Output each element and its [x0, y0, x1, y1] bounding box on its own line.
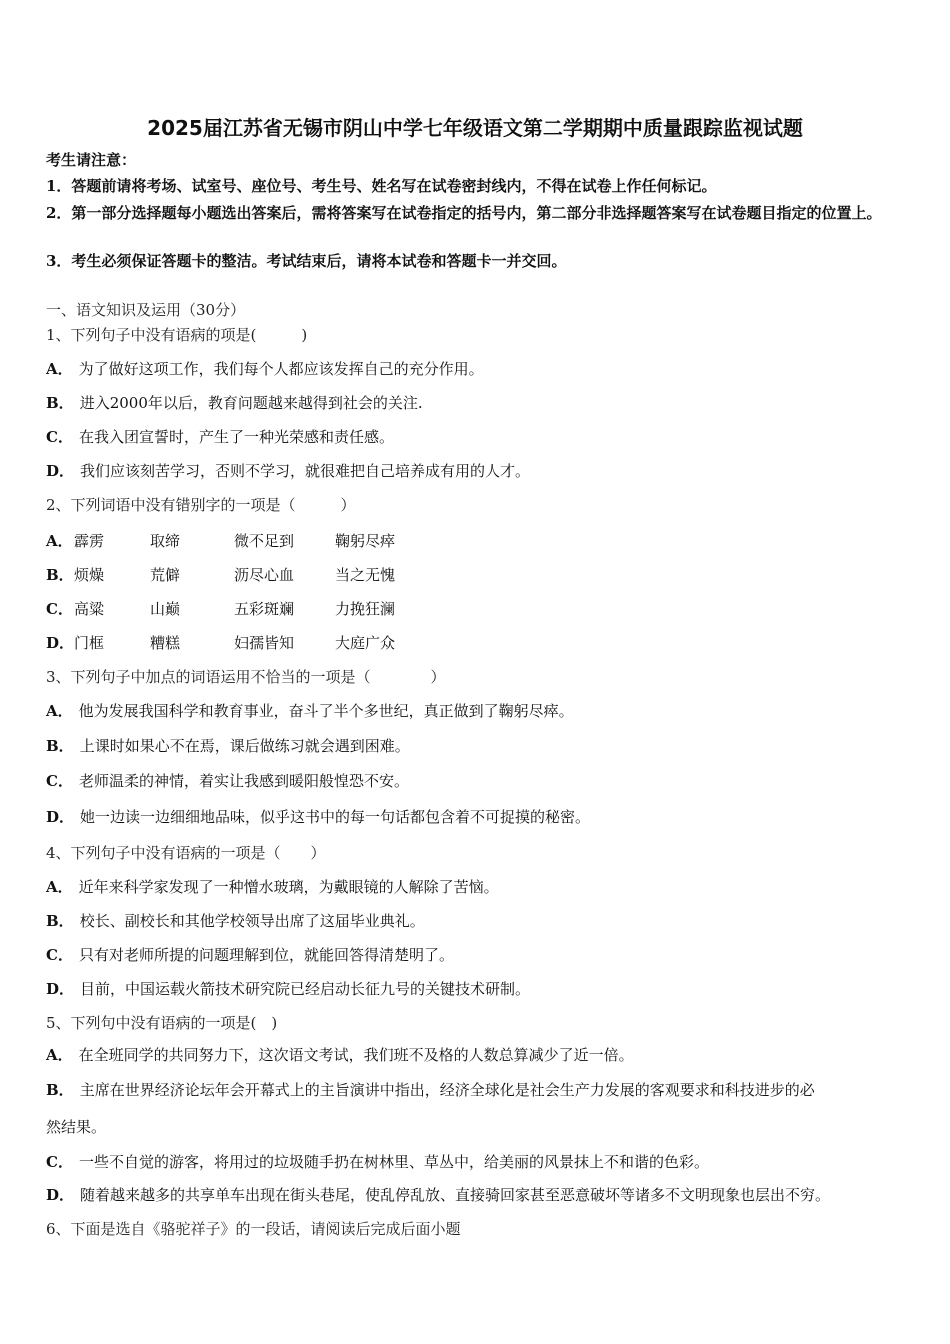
notice-heading: 考生请注意：: [46, 151, 137, 169]
option-label: A．: [46, 1046, 73, 1064]
option-label: C．: [46, 772, 73, 790]
word: 力挽狂澜: [335, 600, 396, 618]
option-label: D．: [46, 462, 75, 480]
notice-item-2: 2．第一部分选择题每小题选出答案后，需将答案写在试卷指定的括号内，第二部分非选择题答案写在试卷题目指定的位置上。: [46, 204, 882, 222]
word: 妇孺皆知: [234, 634, 295, 652]
option-text: 为了做好这项工作，我们每个人都应该发挥自己的充分作用。: [78, 360, 484, 378]
q5-option-d: [46, 1185, 904, 1205]
option-label: A．: [46, 360, 73, 378]
q1-option-c: [46, 427, 904, 447]
notice-item-3: 3．考生必须保证答题卡的整洁。考试结束后，请将本试卷和答题卡一并交回。: [46, 252, 567, 270]
option-text: 近年来科学家发现了一种憎水玻璃，为戴眼镜的人解除了苦恼。: [78, 878, 499, 896]
word: 荒僻: [150, 566, 181, 584]
q2-stem: 2、下列词语中没有错别字的一项是（ ）: [46, 496, 356, 514]
option-label: D．: [46, 1186, 75, 1204]
option-text: 一些不自觉的游客，将用过的垃圾随手扔在树林里、草丛中，给美丽的风景抹上不和谐的色彩。: [78, 1153, 709, 1171]
word: 鞠躬尽瘁: [335, 532, 396, 550]
word: 门框: [74, 634, 105, 652]
q5-option-b: [46, 1080, 904, 1100]
word: 微不足到: [234, 532, 295, 550]
q5-option-a: [46, 1045, 904, 1065]
q3-option-d: [46, 807, 904, 827]
option-text: 在全班同学的共同努力下，这次语文考试，我们班不及格的人数总算减少了近一倍。: [78, 1046, 634, 1064]
option-label: B．: [46, 566, 74, 584]
option-label: A．: [46, 532, 73, 550]
q1-option-d: [46, 461, 904, 481]
option-text: 在我入团宣誓时，产生了一种光荣感和责任感。: [78, 428, 394, 446]
q3-option-c: [46, 771, 904, 791]
option-label: C．: [46, 1153, 73, 1171]
q2-option-d: [46, 633, 906, 653]
word: 取缔: [150, 532, 181, 550]
option-label: B．: [46, 737, 74, 755]
q5-option-c: [46, 1152, 904, 1172]
option-label: C．: [46, 600, 73, 618]
word: 山巅: [150, 600, 181, 618]
option-text: 她一边读一边细细地品味，似乎这书中的每一句话都包含着不可捉摸的秘密。: [80, 808, 591, 826]
q4-option-c: [46, 945, 904, 965]
q4-option-d: [46, 979, 904, 999]
q4-option-a: [46, 877, 904, 897]
option-label: A．: [46, 702, 73, 720]
q1-option-a: [46, 359, 904, 379]
option-text: 进入2000年以后，教育问题越来越得到社会的关注.: [79, 394, 423, 412]
q4-stem: 4、下列句子中没有语病的一项是（ ）: [46, 844, 326, 862]
option-label: A．: [46, 878, 73, 896]
word: 大庭广众: [335, 634, 396, 652]
q4-option-b: [46, 911, 904, 931]
page-title: 2025届江苏省无锡市阴山中学七年级语文第二学期期中质量跟踪监视试题: [147, 116, 803, 140]
q2-option-a: [46, 531, 906, 551]
option-text: 他为发展我国科学和教育事业，奋斗了半个多世纪，真正做到了鞠躬尽瘁。: [78, 702, 574, 720]
option-text: 只有对老师所提的问题理解到位，就能回答得清楚明了。: [78, 946, 454, 964]
word: 烦燥: [74, 566, 105, 584]
option-text: 上课时如果心不在焉，课后做练习就会遇到困难。: [79, 737, 410, 755]
option-label: D．: [46, 634, 75, 652]
option-label: C．: [46, 946, 73, 964]
q1-stem: 1、下列句子中没有语病的项是( ): [46, 326, 308, 344]
q2-option-c: [46, 599, 906, 619]
word: 糟糕: [150, 634, 181, 652]
word: 当之无愧: [335, 566, 396, 584]
option-label: D．: [46, 808, 75, 826]
option-text: 老师温柔的神情，着实让我感到暖阳般惶恐不安。: [78, 772, 409, 790]
q2-option-b: [46, 565, 906, 585]
option-text: 目前，中国运载火箭技术研究院已经启动长征九号的关键技术研制。: [80, 980, 531, 998]
q3-option-a: [46, 701, 904, 721]
word: 五彩斑斓: [234, 600, 295, 618]
option-text: 我们应该刻苦学习，否则不学习，就很难把自己培养成有用的人才。: [80, 462, 531, 480]
section-heading: 一、语文知识及运用（30分）: [46, 301, 246, 319]
word: 霹雳: [74, 532, 105, 550]
option-label: B．: [46, 912, 74, 930]
option-text: 主席在世界经济论坛年会开幕式上的主旨演讲中指出，经济全球化是社会生产力发展的客观要求和科技进步的必: [79, 1081, 815, 1099]
option-label: B．: [46, 1081, 74, 1099]
q5-stem: 5、下列句中没有语病的一项是( ): [46, 1014, 278, 1032]
q3-option-b: [46, 736, 904, 756]
q5-option-b-continued: 然结果。: [46, 1118, 107, 1136]
q1-option-b: [46, 393, 904, 413]
option-label: D．: [46, 980, 75, 998]
option-label: B．: [46, 394, 74, 412]
option-text: 校长、副校长和其他学校领导出席了这届毕业典礼。: [79, 912, 425, 930]
q3-stem: 3、下列句子中加点的词语运用不恰当的一项是（ ）: [46, 668, 446, 686]
option-label: C．: [46, 428, 73, 446]
q6-stem: 6、下面是选自《骆驼祥子》的一段话，请阅读后完成后面小题: [46, 1220, 461, 1238]
word: 高粱: [74, 600, 105, 618]
word: 沥尽心血: [234, 566, 295, 584]
notice-item-1: 1．答题前请将考场、试室号、座位号、考生号、姓名写在试卷密封线内，不得在试卷上作任何标记。: [46, 177, 717, 195]
option-text: 随着越来越多的共享单车出现在街头巷尾，使乱停乱放、直接骑回家甚至恶意破坏等诸多不文明现象也层出不穷。: [80, 1186, 831, 1204]
